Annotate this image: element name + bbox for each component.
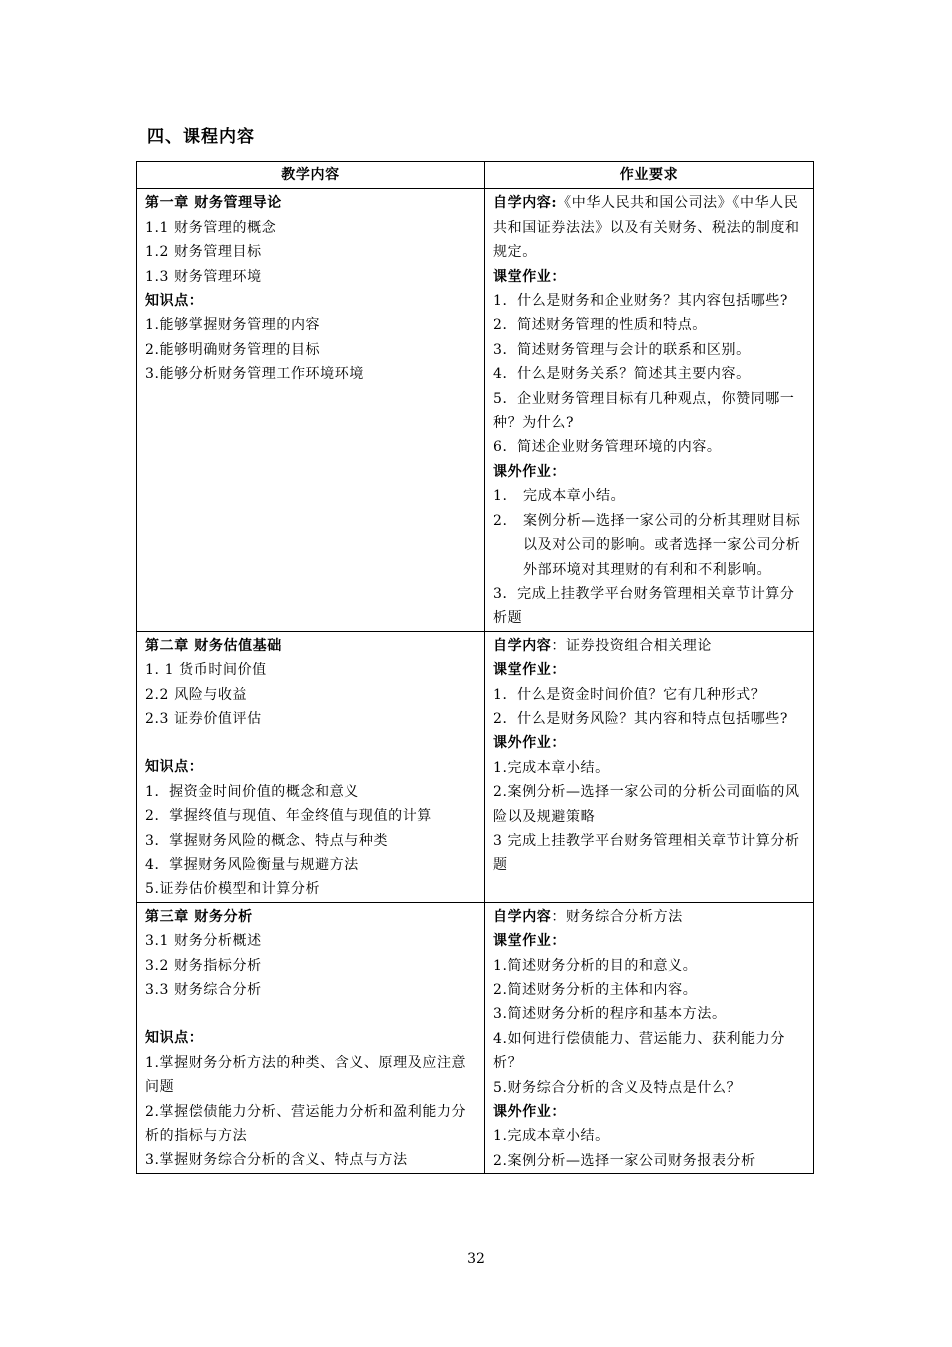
section-item: 2.3 证券价值评估 <box>145 710 262 727</box>
class-assignment-label: 课堂作业： <box>493 268 566 285</box>
class-assignment-item: 6．简述企业财务管理环境的内容。 <box>493 439 722 456</box>
section-item: 3.2 财务指标分析 <box>145 957 262 974</box>
page-number: 32 <box>467 1251 485 1267</box>
self-study-text: ：证券投资组合相关理论 <box>551 637 713 654</box>
item-number: 2. <box>493 512 508 529</box>
item-text: 案例分析—选择一家公司的分析其理财目标以及对公司的影响。或者选择一家公司分析外部环境对其理财的有利和不利影响。 <box>523 512 801 578</box>
extracurricular-label: 课外作业： <box>493 735 566 752</box>
blank-line <box>145 731 476 755</box>
self-study <box>493 634 805 658</box>
class-assignment-item: 4.如何进行偿债能力、营运能力、获利能力分析？ <box>493 1030 785 1072</box>
self-study <box>493 191 805 264</box>
extracurricular-label: 课外作业： <box>493 1104 566 1121</box>
extracurricular-item <box>493 509 805 582</box>
item-number: 1. <box>493 488 508 505</box>
class-assignment-item: 2．简述财务管理的性质和特点。 <box>493 317 707 334</box>
extracurricular-item: 1.完成本章小结。 <box>493 759 610 776</box>
extracurricular-item: 3．完成上挂教学平台财务管理相关章节计算分析题 <box>493 585 795 627</box>
knowledge-point: 2．掌握终值与现值、年金终值与现值的计算 <box>145 808 432 825</box>
blank-line <box>145 1002 476 1026</box>
teaching-content-cell <box>137 902 485 1173</box>
table-row <box>137 189 814 631</box>
knowledge-points-label: 知识点： <box>145 1030 204 1047</box>
knowledge-point: 1．握资金时间价值的概念和意义 <box>145 783 359 800</box>
self-study-label: 自学内容 <box>493 908 552 925</box>
self-study <box>493 905 805 929</box>
knowledge-points-label: 知识点： <box>145 759 204 776</box>
class-assignment-item: 5.财务综合分析的含义及特点是什么？ <box>493 1079 742 1096</box>
class-assignment-item: 1．什么是资金时间价值？它有几种形式？ <box>493 686 766 703</box>
section-item: 3.1 财务分析概述 <box>145 933 262 950</box>
course-content-table <box>136 161 814 1174</box>
section-item: 1. 1 货币时间价值 <box>145 662 267 679</box>
section-item: 1.3 财务管理环境 <box>145 268 262 285</box>
knowledge-point: 1.能够掌握财务管理的内容 <box>145 317 321 334</box>
section-item: 1.1 财务管理的概念 <box>145 219 277 236</box>
assignment-cell <box>485 902 814 1173</box>
class-assignment-label: 课堂作业： <box>493 933 566 950</box>
section-heading: 四、课程内容 <box>147 127 255 147</box>
assignment-cell <box>485 631 814 902</box>
self-study-label: 自学内容 <box>493 637 552 654</box>
class-assignment-item: 2.简述财务分析的主体和内容。 <box>493 982 698 998</box>
extracurricular-item: 1.完成本章小结。 <box>493 1128 610 1145</box>
teaching-content-cell <box>137 189 485 631</box>
class-assignment-item: 3．简述财务管理与会计的联系和区别。 <box>493 341 751 358</box>
self-study-text: 《中华人民共和国公司法》《中华人民共和国证券法法》以及有关财务、税法的制度和规定。 <box>493 195 800 261</box>
item-text: 完成本章小结。 <box>523 488 626 505</box>
class-assignment-item: 1.简述财务分析的目的和意义。 <box>493 957 698 974</box>
chapter-title: 第二章 财务估值基础 <box>145 637 282 654</box>
table-row <box>137 631 814 902</box>
knowledge-point: 3.掌握财务综合分析的含义、特点与方法 <box>145 1152 408 1169</box>
class-assignment-item: 5．企业财务管理目标有几种观点，你赞同哪一种？为什么? <box>493 390 795 432</box>
self-study-label: 自学内容: <box>493 195 558 212</box>
class-assignment-item: 2．什么是财务风险？其内容和特点包括哪些? <box>493 710 789 727</box>
chapter-title: 第三章 财务分析 <box>145 908 253 925</box>
extracurricular-item <box>493 484 805 508</box>
extracurricular-item: 3 完成上挂教学平台财务管理相关章节计算分析题 <box>493 832 800 874</box>
knowledge-point: 5.证券估价模型和计算分析 <box>145 881 321 898</box>
extracurricular-item: 2.案例分析—选择一家公司财务报表分析 <box>493 1152 756 1169</box>
knowledge-point: 2.能够明确财务管理的目标 <box>145 341 321 358</box>
table-row <box>137 902 814 1173</box>
self-study-text: ：财务综合分析方法 <box>551 908 683 925</box>
class-assignment-item: 4．什么是财务关系？简述其主要内容。 <box>493 366 751 383</box>
knowledge-point: 4．掌握财务风险衡量与规避方法 <box>145 856 359 873</box>
extracurricular-label: 课外作业： <box>493 463 566 480</box>
class-assignment-item: 1．什么是财务和企业财务？其内容包括哪些? <box>493 293 789 310</box>
chapter-title: 第一章 财务管理导论 <box>145 195 282 212</box>
knowledge-point: 1.掌握财务分析方法的种类、含义、原理及应注意问题 <box>145 1054 467 1096</box>
knowledge-points-label: 知识点： <box>145 293 204 310</box>
class-assignment-item: 3.简述财务分析的程序和基本方法。 <box>493 1006 727 1023</box>
assignment-cell <box>485 189 814 631</box>
section-item: 2.2 风险与收益 <box>145 686 248 703</box>
knowledge-point: 3．掌握财务风险的概念、特点与种类 <box>145 832 389 849</box>
class-assignment-label: 课堂作业： <box>493 662 566 679</box>
knowledge-point: 2.掌握偿债能力分析、营运能力分析和盈利能力分析的指标与方法 <box>145 1103 467 1145</box>
knowledge-point: 3.能够分析财务管理工作环境环境 <box>145 366 364 383</box>
section-item: 3.3 财务综合分析 <box>145 982 262 998</box>
table-header-row <box>137 162 814 189</box>
header-assignment-requirements: 作业要求 <box>485 162 814 189</box>
extracurricular-item: 2.案例分析—选择一家公司的分析公司面临的风险以及规避策略 <box>493 784 800 825</box>
section-item: 1.2 财务管理目标 <box>145 244 262 261</box>
teaching-content-cell <box>137 631 485 902</box>
header-teaching-content: 教学内容 <box>137 162 485 189</box>
